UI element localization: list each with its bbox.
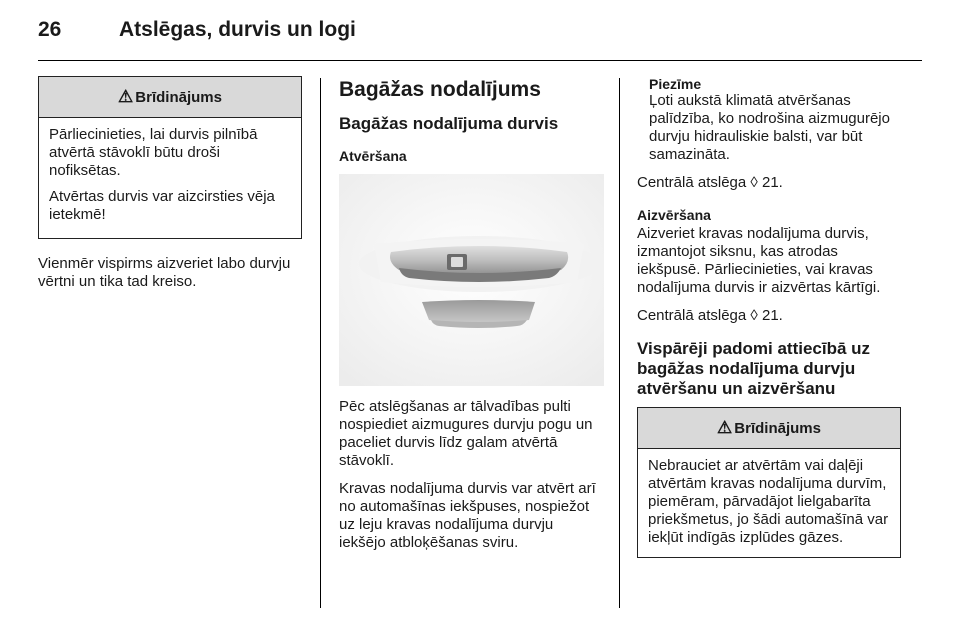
page-header: [38, 18, 922, 62]
warning-paragraph: Pārliecinieties, lai durvis pilnībā atvērtā stāvoklī būtu droši nofiksētas.: [49, 126, 258, 179]
subsection-heading-opening: Atvēršana: [339, 148, 407, 164]
body-text: Kravas nodalījuma durvis var atvērt arī no automašīnas iekšpuses, nospiežot uz leju kravas nodalījuma durvju iekšējo atbloķēšanas sviru.: [339, 480, 596, 551]
tips-heading: Vispārēji padomi attiecībā uz bagāžas nodalījuma durvju atvēršanu un aizvēršanu: [637, 339, 871, 398]
warning-title: Brīdinājums: [135, 88, 222, 106]
note-text: Ļoti aukstā klimatā atvēršanas palīdzība, ko nodrošina aizmugurējo durvju hidrauliskie balsti, var būt samazināta.: [649, 92, 890, 163]
warning-triangle-icon: ⚠: [717, 418, 733, 437]
column-divider-left: [320, 78, 321, 608]
warning-title: Brīdinājums: [734, 419, 821, 437]
section-subtitle: Bagāžas nodalījuma durvis: [339, 114, 559, 133]
right-column: [637, 76, 901, 558]
cross-reference: Centrālā atslēga ◊ 21.: [637, 174, 783, 191]
note-title: Piezīme: [649, 76, 702, 92]
warning-box-left: [38, 76, 302, 239]
warning-paragraph: Nebrauciet ar atvērtām vai daļēji atvērtām kravas nodalījuma durvīm, piemēram, pārvadājot lielgabarīta priekšmetus, jo šādi automašīnā var iekļūt indīgās izplūdes gāzes.: [648, 457, 889, 546]
warning-body: [39, 118, 301, 238]
section-title: Bagāžas nodalījums: [339, 78, 541, 101]
warning-body: [638, 449, 900, 557]
page-number: 26: [38, 18, 62, 41]
warning-header: [638, 408, 900, 449]
left-column: [38, 76, 302, 291]
tailgate-handle-photo: [339, 174, 604, 386]
body-text: Aizveriet kravas nodalījuma durvis, izmantojot siksnu, kas atrodas iekšpusē. Pārliecinieties, vai kravas nodalījuma durvis ir aizvērtas kārtīgi.: [637, 225, 881, 296]
body-text: Vienmēr vispirms aizveriet labo durvju vērtni un tika tad kreiso.: [38, 255, 291, 290]
subsection-heading-closing: Aizvēršana: [637, 207, 711, 223]
header-divider: [38, 60, 922, 61]
warning-box-right: [637, 407, 901, 558]
body-text: Pēc atslēgšanas ar tālvadības pulti nospiediet aizmugures durvju pogu un paceliet durvis līdz galam atvērtā stāvoklī.: [339, 398, 593, 469]
tailgate-handle-illustration: [339, 174, 604, 386]
warning-header: [39, 77, 301, 118]
chapter-title: Atslēgas, durvis un logi: [119, 18, 356, 41]
warning-triangle-icon: ⚠: [118, 87, 134, 106]
column-divider-right: [619, 78, 620, 608]
note-block: [649, 76, 901, 164]
middle-column: [339, 76, 604, 552]
cross-reference: Centrālā atslēga ◊ 21.: [637, 307, 783, 324]
warning-paragraph: Atvērtas durvis var aizcirsties vēja ietekmē!: [49, 188, 275, 223]
